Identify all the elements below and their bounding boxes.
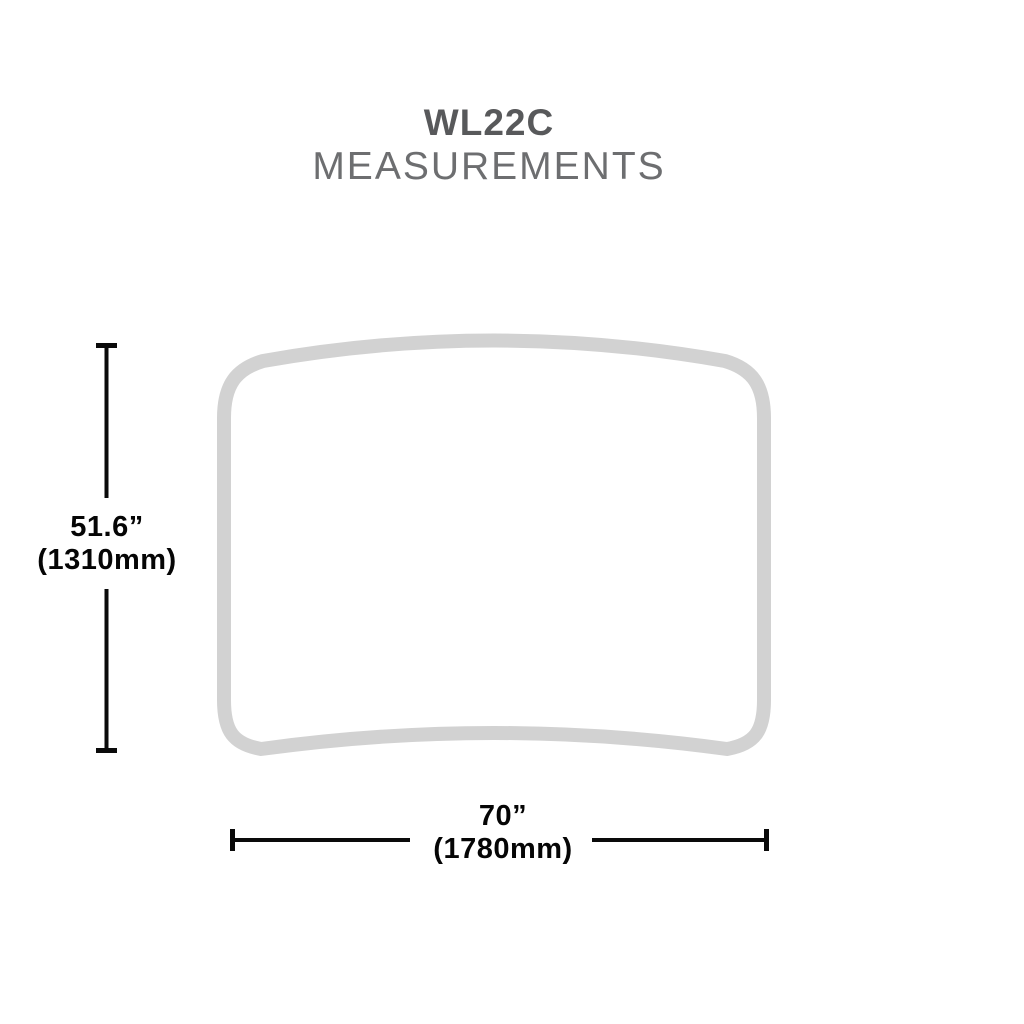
width-dimension-label xyxy=(408,800,598,866)
height-dimension-label xyxy=(17,511,197,577)
product-model-title: WL22C xyxy=(423,102,555,143)
width-inches-value: 70” xyxy=(478,800,528,832)
width-millimeters-value: (1780mm) xyxy=(433,833,573,865)
height-inches-value: 51.6” xyxy=(70,511,144,543)
product-outline-shape xyxy=(224,341,764,750)
measurements-subtitle: MEASUREMENTS xyxy=(312,145,666,188)
height-millimeters-value: (1310mm) xyxy=(37,544,177,576)
